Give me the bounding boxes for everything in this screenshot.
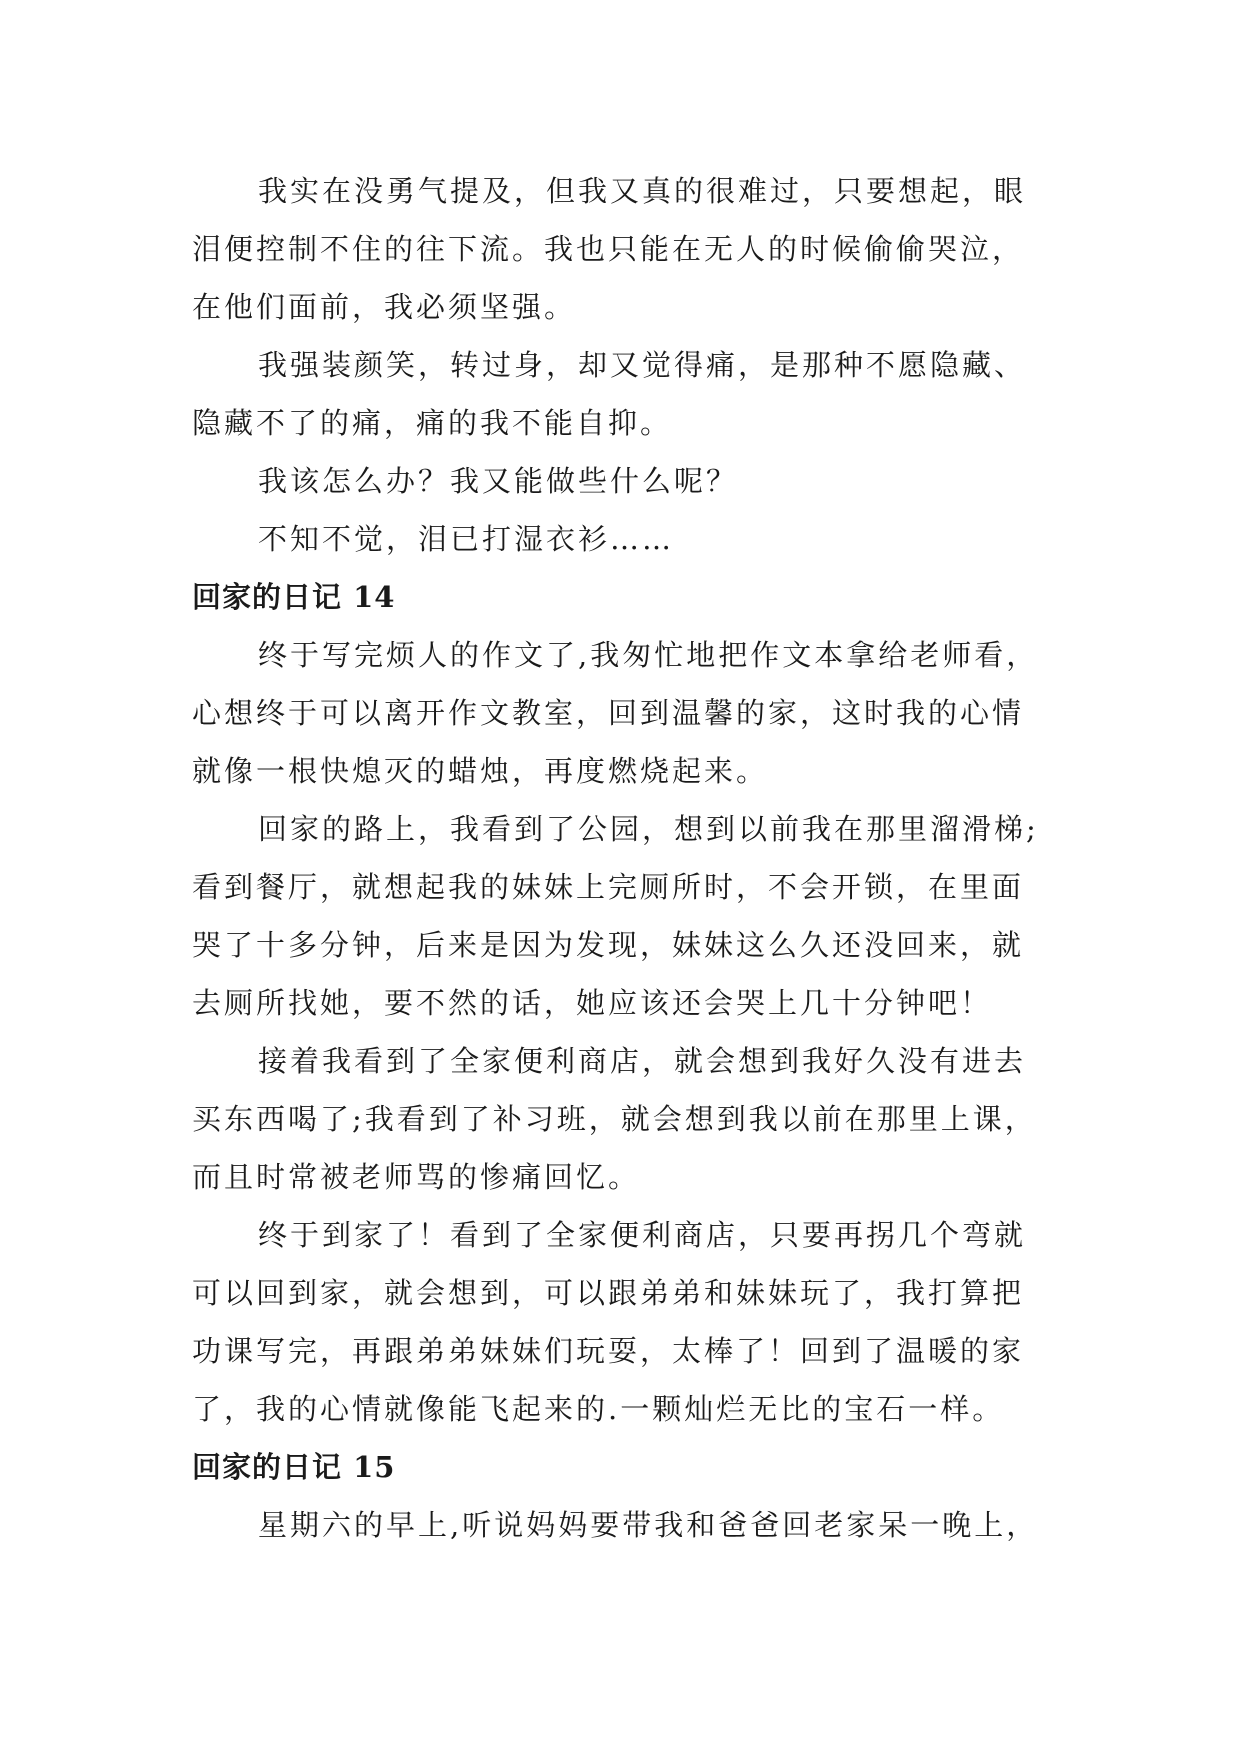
text-line: 在他们面前，我必须坚强。 <box>192 290 577 324</box>
paragraph <box>192 1032 1057 1206</box>
text-line: 不知不觉，泪已打湿衣衫…… <box>258 522 675 556</box>
text-line: 星期六的早上,听说妈妈要带我和爸爸回老家呆一晚上， <box>258 1508 1039 1542</box>
paragraph <box>192 1496 1057 1554</box>
text-line: 泪便控制不住的往下流。我也只能在无人的时候偷偷哭泣， <box>192 232 1025 266</box>
text-line: 我实在没勇气提及，但我又真的很难过，只要想起，眼 <box>258 174 1027 208</box>
text-line: 买东西喝了;我看到了补习班，就会想到我以前在那里上课， <box>192 1102 1037 1136</box>
text-line: 终于写完烦人的作文了,我匆忙地把作文本拿给老师看， <box>258 638 1039 672</box>
section-heading: 回家的日记 14 <box>192 580 396 614</box>
text-line: 去厕所找她，要不然的话，她应该还会哭上几十分钟吧！ <box>192 986 993 1020</box>
paragraph <box>192 510 1057 568</box>
text-line: 心想终于可以离开作文教室，回到温馨的家，这时我的心情 <box>192 696 1025 730</box>
paragraph <box>192 162 1057 336</box>
text-line: 哭了十多分钟，后来是因为发现，妹妹这么久还没回来，就 <box>192 928 1025 962</box>
text-line: 就像一根快熄灭的蜡烛，再度燃烧起来。 <box>192 754 769 788</box>
paragraph <box>192 800 1057 1032</box>
text-line: 了，我的心情就像能飞起来的.一颗灿烂无比的宝石一样。 <box>192 1392 1005 1426</box>
text-line: 接着我看到了全家便利商店，就会想到我好久没有进去 <box>258 1044 1027 1078</box>
text-line: 我该怎么办？我又能做些什么呢？ <box>258 464 739 498</box>
text-line: 看到餐厅，就想起我的妹妹上完厕所时，不会开锁，在里面 <box>192 870 1025 904</box>
paragraph <box>192 626 1057 800</box>
paragraph <box>192 452 1057 510</box>
text-line: 终于到家了！看到了全家便利商店，只要再拐几个弯就 <box>258 1218 1027 1252</box>
paragraph <box>192 336 1057 452</box>
text-line: 我强装颜笑，转过身，却又觉得痛，是那种不愿隐藏、 <box>258 348 1027 382</box>
text-line: 可以回到家，就会想到，可以跟弟弟和妹妹玩了，我打算把 <box>192 1276 1025 1310</box>
document-page <box>192 162 1057 1554</box>
text-line: 而且时常被老师骂的惨痛回忆。 <box>192 1160 641 1194</box>
section-heading: 回家的日记 15 <box>192 1450 396 1484</box>
text-line: 功课写完，再跟弟弟妹妹们玩耍，太棒了！回到了温暖的家 <box>192 1334 1025 1368</box>
paragraph <box>192 1206 1057 1438</box>
text-line: 隐藏不了的痛，痛的我不能自抑。 <box>192 406 673 440</box>
text-line: 回家的路上，我看到了公园，想到以前我在那里溜滑梯; <box>258 812 1039 846</box>
